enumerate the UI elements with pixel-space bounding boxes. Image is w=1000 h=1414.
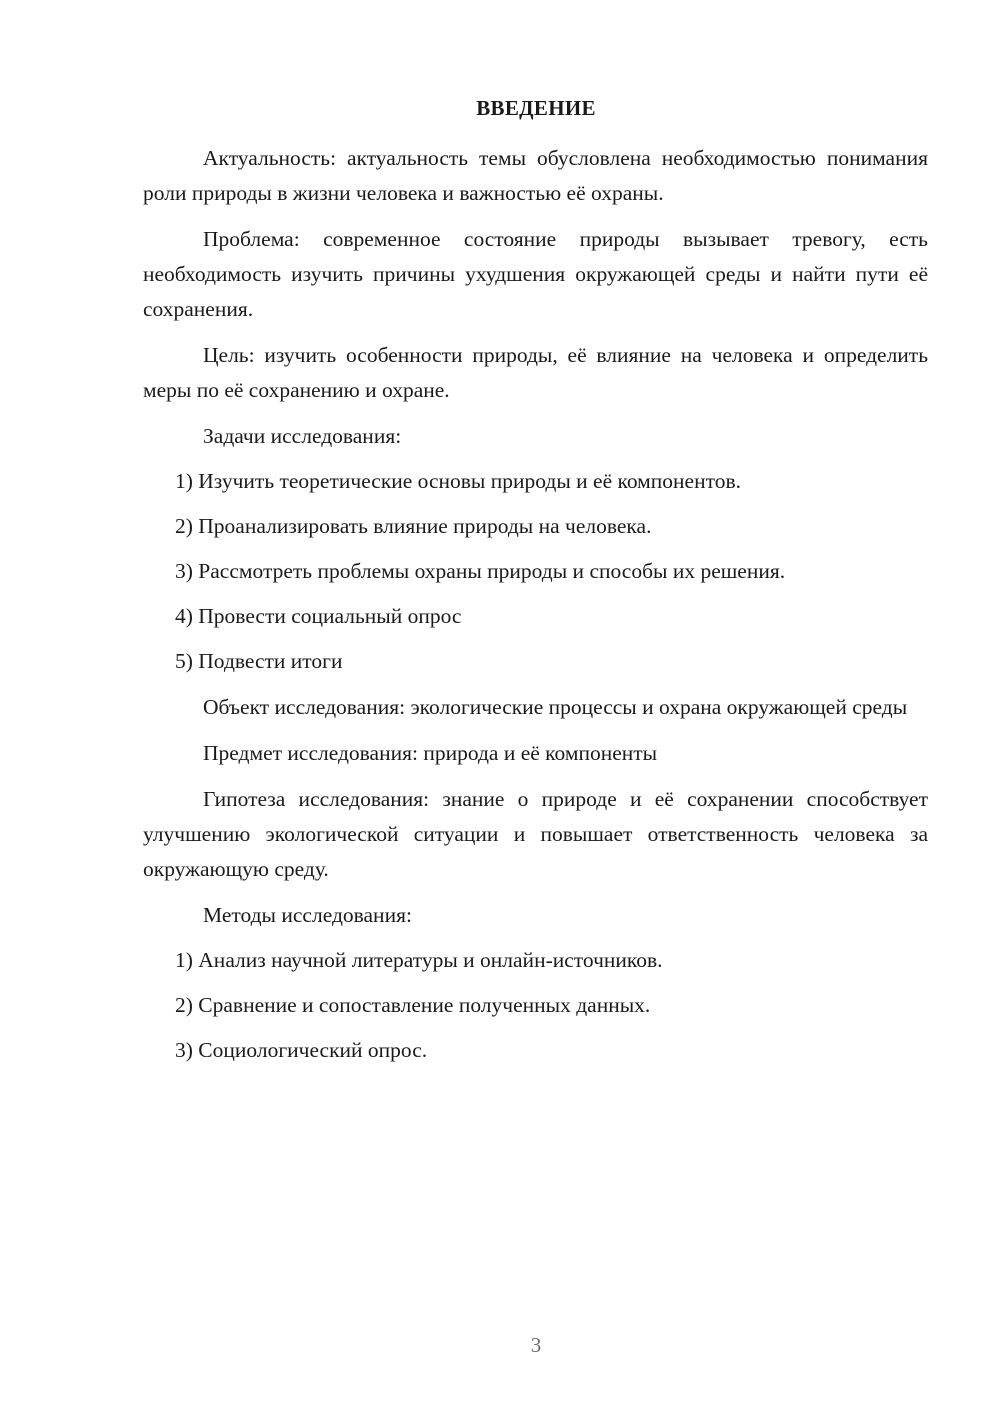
list-item: 2) Сравнение и сопоставление полученных данных.	[175, 993, 651, 1017]
list-item: 1) Изучить теоретические основы природы и её компонентов.	[175, 469, 741, 493]
list-item: 2) Проанализировать влияние природы на человека.	[175, 514, 652, 538]
hypothesis-paragraph: Гипотеза исследования: знание о природе и её сохранении способствует улучшению экологической ситуации и повышает ответственность человека за окружающую среду.	[143, 787, 928, 881]
methods-list	[143, 943, 928, 1068]
list-item: 5) Подвести итоги	[175, 649, 343, 673]
list-item: 4) Провести социальный опрос	[175, 604, 462, 628]
problem-paragraph: Проблема: современное состояние природы вызывает тревогу, есть необходимость изучить причины ухудшения окружающей среды и найти пути её сохранения.	[143, 227, 928, 321]
goal-paragraph: Цель: изучить особенности природы, её влияние на человека и определить меры по её сохранению и охране.	[143, 343, 928, 402]
list-item: 3) Рассмотреть проблемы охраны природы и способы их решения.	[175, 559, 786, 583]
object-paragraph: Объект исследования: экологические процессы и охрана окружающей среды	[203, 695, 908, 719]
document-body	[143, 141, 928, 1068]
list-item: 3) Социологический опрос.	[175, 1038, 428, 1062]
tasks-list	[143, 464, 928, 679]
page-title: ВВЕДЕНИЕ	[476, 96, 596, 120]
list-item: 1) Анализ научной литературы и онлайн-источников.	[175, 948, 663, 972]
subject-paragraph: Предмет исследования: природа и её компоненты	[203, 741, 658, 765]
relevance-paragraph: Актуальность: актуальность темы обусловлена необходимостью понимания роли природы в жизни человека и важностью её охраны.	[143, 146, 928, 205]
page-number: 3	[530, 1333, 542, 1357]
tasks-heading: Задачи исследования:	[203, 424, 402, 448]
methods-heading: Методы исследования:	[203, 903, 412, 927]
